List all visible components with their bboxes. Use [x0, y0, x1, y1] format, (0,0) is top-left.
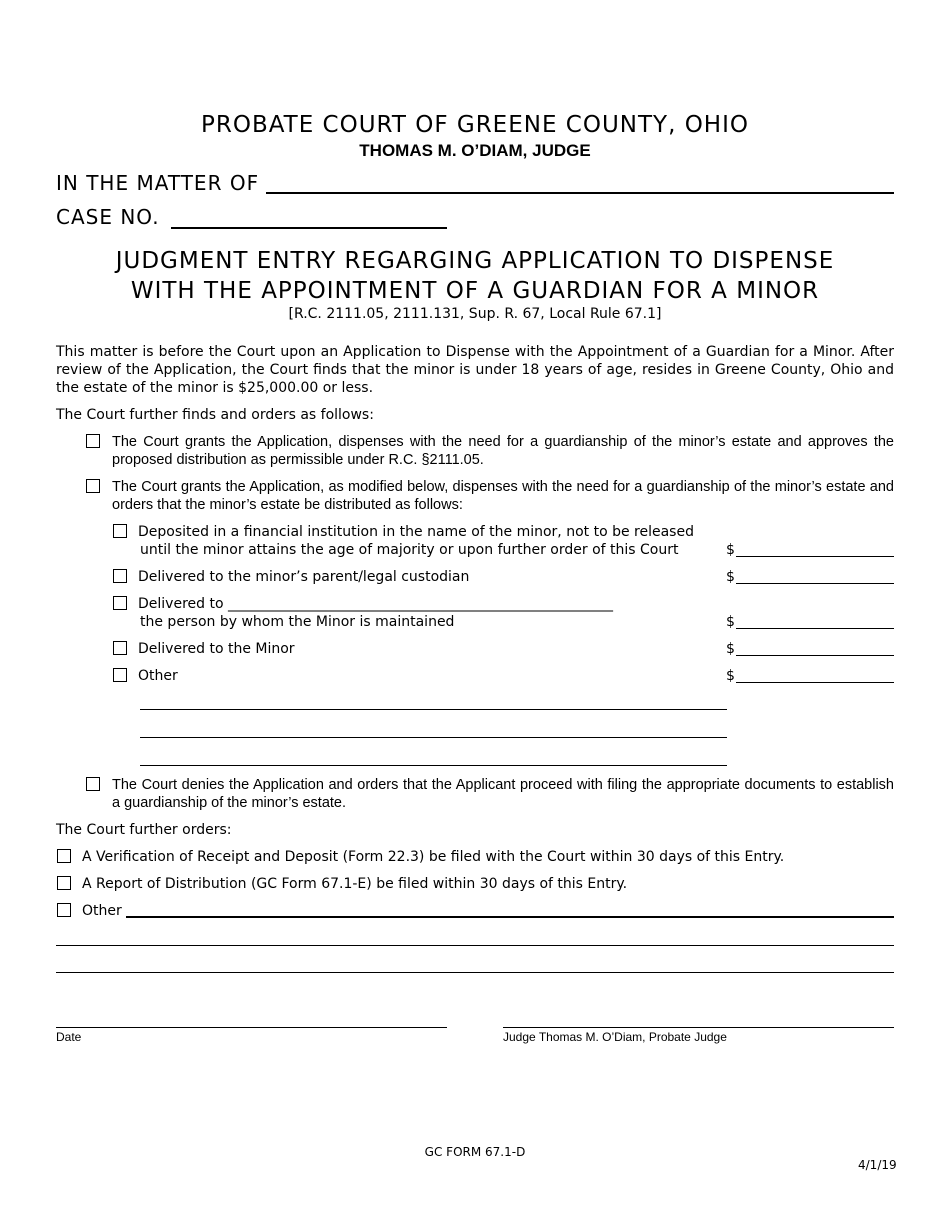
- other-order-text: Other: [82, 903, 122, 919]
- parent-text: Delivered to the minor’s parent/legal custodian: [138, 569, 470, 585]
- deposited-line-1: Deposited in a financial institution in the name of the minor, not to be released: [138, 524, 694, 540]
- title-line-2: WITH THE APPOINTMENT OF A GUARDIAN FOR A MINOR: [130, 278, 820, 304]
- delivered-to-amount-field[interactable]: [736, 628, 894, 629]
- other-order-line-3[interactable]: [56, 972, 894, 973]
- deny-text: The Court denies the Application and orders that the Applicant proceed with filing the appropriate documents to establish a guardianship of the minor’s estate.: [112, 777, 894, 811]
- grant-checkbox[interactable]: [86, 434, 100, 448]
- matter-label: IN THE MATTER OF: [56, 171, 260, 195]
- to-minor-amount-field[interactable]: [736, 655, 894, 656]
- judge-signature-label: Judge Thomas M. O’Diam, Probate Judge: [503, 1030, 727, 1044]
- parent-checkbox[interactable]: [113, 569, 127, 583]
- other-distribution-text: Other: [138, 668, 178, 684]
- parent-dollar-sign: $: [726, 569, 735, 585]
- to-minor-dollar-sign: $: [726, 641, 735, 657]
- other-description-line-3[interactable]: [140, 765, 727, 766]
- further-orders-label: The Court further orders:: [56, 822, 232, 838]
- parent-amount-field[interactable]: [736, 583, 894, 584]
- case-number-field[interactable]: [171, 227, 447, 229]
- deny-checkbox[interactable]: [86, 777, 100, 791]
- delivered-to-checkbox[interactable]: [113, 596, 127, 610]
- other-dollar-sign: $: [726, 668, 735, 684]
- matter-field[interactable]: [266, 192, 894, 194]
- form-number: GC FORM 67.1-D: [424, 1145, 526, 1159]
- delivered-to-text: Delivered to _______________________________________________________: [138, 596, 613, 612]
- other-description-line-1[interactable]: [140, 709, 727, 710]
- other-order-checkbox[interactable]: [57, 903, 71, 917]
- case-label: CASE NO.: [56, 205, 160, 229]
- deposited-dollar-sign: $: [726, 542, 735, 558]
- judge-name: THOMAS M. O’DIAM, JUDGE: [359, 141, 591, 160]
- to-minor-checkbox[interactable]: [113, 641, 127, 655]
- grant-modified-checkbox[interactable]: [86, 479, 100, 493]
- other-description-line-2[interactable]: [140, 737, 727, 738]
- intro-paragraph: This matter is before the Court upon an Application to Dispense with the Appointment of a Guardian for a Minor. After review of the Application, the Court finds that the minor is under 18 years of age, resides in Greene County, Ohio and the estate of the minor is $25,000.00 or less.: [56, 344, 894, 396]
- revision-date: 4/1/19: [858, 1158, 897, 1172]
- date-field[interactable]: [56, 1027, 447, 1028]
- other-amount-field[interactable]: [736, 682, 894, 683]
- report-checkbox[interactable]: [57, 876, 71, 890]
- to-minor-text: Delivered to the Minor: [138, 641, 295, 657]
- deposited-checkbox[interactable]: [113, 524, 127, 538]
- deposited-amount-field[interactable]: [736, 556, 894, 557]
- grant-text: The Court grants the Application, dispenses with the need for a guardianship of the minor’s estate and approves the proposed distribution as permissible under R.C. §2111.05.: [112, 434, 894, 468]
- judge-signature-field[interactable]: [503, 1027, 894, 1028]
- statute-citation: [R.C. 2111.05, 2111.131, Sup. R. 67, Local Rule 67.1]: [288, 306, 662, 322]
- title-line-1: JUDGMENT ENTRY REGARGING APPLICATION TO DISPENSE: [115, 248, 835, 274]
- other-order-field[interactable]: [126, 916, 894, 918]
- report-text: A Report of Distribution (GC Form 67.1-E) be filed within 30 days of this Entry.: [82, 876, 628, 892]
- findings-label: The Court further finds and orders as follows:: [56, 407, 374, 423]
- other-order-line-2[interactable]: [56, 945, 894, 946]
- grant-modified-text: The Court grants the Application, as modified below, dispenses with the need for a guardianship of the minor’s estate and orders that the minor’s estate be distributed as follows:: [112, 479, 894, 513]
- court-name: PROBATE COURT OF GREENE COUNTY, OHIO: [200, 112, 749, 138]
- maintained-by-text: the person by whom the Minor is maintained: [140, 614, 455, 630]
- date-label: Date: [56, 1030, 82, 1044]
- other-distribution-checkbox[interactable]: [113, 668, 127, 682]
- delivered-to-dollar-sign: $: [726, 614, 735, 630]
- deposited-line-2: until the minor attains the age of majority or upon further order of this Court: [140, 542, 679, 558]
- verification-checkbox[interactable]: [57, 849, 71, 863]
- verification-text: A Verification of Receipt and Deposit (Form 22.3) be filed with the Court within 30 days of this Entry.: [82, 849, 785, 865]
